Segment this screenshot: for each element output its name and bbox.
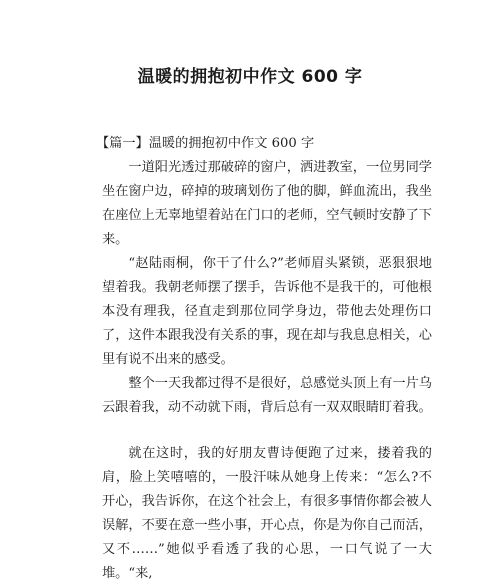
- paragraph-3: 整个一天我都过得不是很好，总感觉头顶上有一片乌云跟着我，动不动就下雨，背后总有一双双眼睛盯着我。: [102, 376, 432, 415]
- section-heading: 【篇一】温暖的拥抱初中作文 600 字: [96, 136, 315, 151]
- article-body: [96, 132, 432, 586]
- document-title: 温暖的拥抱初中作文 600 字: [137, 67, 363, 87]
- paragraph-2: “赵陆雨桐，你干了什么?”老师眉头紧锁，恶狠狠地望着我。我朝老师摆了摆手，告诉他不是我干的，可他根本没有理我，径直走到那位同学身边，带他去处理伤口了，这件本跟我没有关系的事，现在却与我息息相关，心里有说不出来的感受。: [102, 256, 432, 367]
- paragraph-1: 一道阳光透过那破碎的窗户，洒进教室，一位男同学坐在窗户边，碎掉的玻璃划伤了他的脚，鲜血流出，我坐在座位上无辜地望着站在门口的老师，空气顿时安静了下来。: [102, 160, 432, 247]
- paragraph-4: 就在这时，我的好朋友曹诗便跑了过来，搂着我的肩，脸上笑嘻嘻的，一股汗味从她身上传来：“怎么?不开心，我告诉你，在这个社会上，有很多事情你都会被人误解，不要在意一些小事，开心点，你是为你自己而活，又不……”她似乎看透了我的心思，一口气说了一大堆。“来,: [102, 446, 432, 581]
